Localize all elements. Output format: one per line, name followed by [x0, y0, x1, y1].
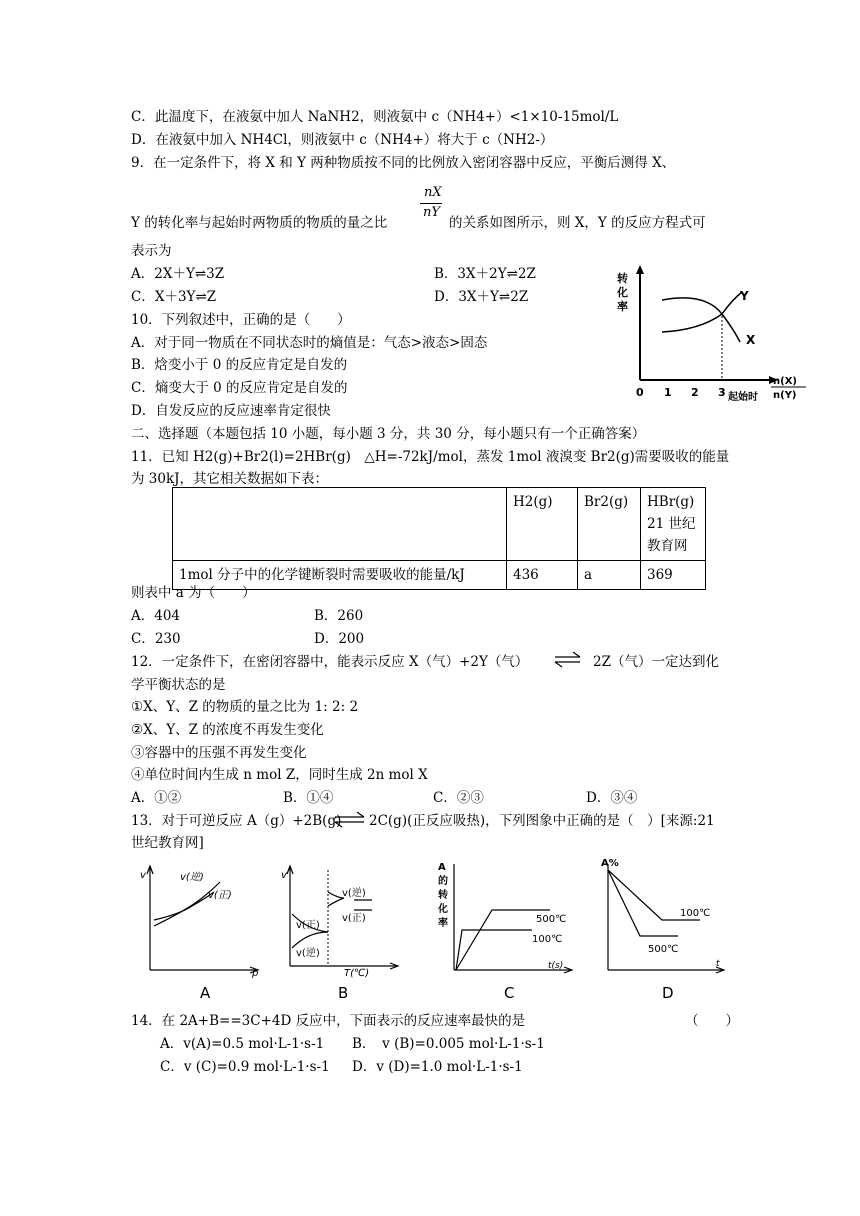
q9-tick-2: 2 [691, 386, 699, 399]
q13c-ylabel-3: 转 [438, 890, 448, 901]
q9-tick-1: 1 [664, 386, 672, 399]
q10-option-c: C．熵变大于 0 的反应肯定是自发的 [131, 380, 348, 396]
q12-statement-2: ②X、Y、Z 的浓度不再发生变化 [131, 722, 324, 738]
q13-graph-c [430, 858, 580, 978]
q12-stem-line1-a: 12．一定条件下，在密闭容器中，能表示反应 X（气）+2Y（气） [131, 654, 529, 670]
table-row [173, 488, 706, 561]
q13c-ylabel-4: 化 [438, 904, 448, 915]
q9-option-a: A．2X＋Y⇌3Z [131, 266, 225, 282]
q13b-forward-label-2: v(正) [296, 920, 320, 931]
q13c-label-100: 100℃ [532, 934, 563, 945]
q14-stem: 14．在 2A+B==3C+4D 反应中，下面表示的反应速率最快的是 [131, 1013, 526, 1029]
q14-option-a: A．v(A)=0.5 mol·L-1·s-1 [160, 1036, 325, 1052]
q11-option-c: C．230 [131, 631, 181, 647]
q13a-xlabel: p [252, 968, 259, 978]
q8-option-c: C．此温度下，在液氨中加人 NaNH2，则液氨中 c（NH4+）<1×10-15mol/L [131, 109, 619, 125]
q10-option-b: B．焓变小于 0 的反应肯定是自发的 [131, 357, 348, 373]
section-2-heading: 二、选择题（本题包括 10 小题，每小题 3 分，共 30 分，每小题只有一个正确答案） [131, 426, 646, 442]
q9-stem-line1: 9．在一定条件下，将 X 和 Y 两种物质按不同的比例放入密闭容器中反应，平衡后测得 X、 [131, 155, 676, 171]
q9-option-d: D．3X＋Y⇌2Z [434, 289, 529, 305]
q13-caption-b: B [338, 984, 349, 1002]
q9-option-c: C．X＋3Y⇌Z [131, 289, 217, 305]
table-header-br2: Br2(g) [578, 488, 641, 561]
q11-stem-line2: 为 30kJ，其它相关数据如下表： [131, 471, 329, 487]
q10-option-d: D．自发反应的反应速率肯定很快 [131, 403, 331, 419]
q13c-ylabel-2: 的 [438, 876, 448, 887]
q9-curve-x [662, 298, 740, 342]
q12-stem-line1-b: 2Z（气）一定达到化 [593, 654, 719, 670]
q13b-reverse-label-2: v(逆) [296, 948, 320, 959]
q13a-ylabel: v [140, 870, 146, 881]
table-header-hbr: HBr(g) 21 世纪 教育网 [641, 488, 706, 561]
q11-stem-line1: 11．已知 H2(g)+Br2(l)=2HBr(g) △H=-72kJ/mol，蒸发 1mol 液溴变 Br2(g)需要吸收的能量 [131, 449, 730, 465]
q9-conversion-graph [610, 262, 810, 404]
table-cell-br2: a [578, 561, 641, 590]
q13c-ylabel-1: A [438, 862, 446, 873]
q13-stem-line2: 世纪教育网] [131, 835, 204, 851]
q10-stem: 10．下列叙述中，正确的是（ ） [131, 312, 351, 328]
q9-ylabel-3: 率 [617, 300, 628, 313]
q10-option-a: A．对于同一物质在不同状态时的熵值是：气态>液态>固态 [131, 335, 488, 351]
q12-stem-line2: 学平衡状态的是 [131, 677, 226, 693]
q9-xlabel: 起始时 [728, 392, 758, 403]
q13-stem-line1-a: 13．对于可逆反应 A（g）+2B(g) [131, 813, 342, 829]
q13-graph-a [132, 858, 272, 978]
q11-option-d: D．200 [314, 631, 365, 647]
q9-fraction-numerator: nX [424, 185, 442, 200]
q13c-xlabel: t(s) [548, 961, 564, 971]
q14-answer-paren: （ ） [685, 1013, 739, 1029]
q13b-forward-label: v(正) [342, 913, 366, 924]
q12-option-c: C．②③ [433, 790, 484, 806]
q11-ask: 则表中 a 为（ ） [131, 585, 256, 601]
q13d-label-500: 500℃ [648, 944, 679, 955]
q8-option-d: D．在液氨中加入 NH4Cl，则液氨中 c（NH4+）将大于 c（NH2-） [131, 132, 554, 148]
q12-option-b: B．①④ [283, 790, 334, 806]
q13-graph-b [278, 858, 408, 978]
table-header-empty [173, 488, 507, 561]
q13d-ylabel: A% [601, 858, 619, 869]
q14-option-d: D．v (D)=1.0 mol·L-1·s-1 [352, 1059, 523, 1075]
q12-statement-1: ①X、Y、Z 的物质的量之比为 1: 2: 2 [131, 699, 359, 715]
q13b-xlabel: T(℃) [344, 968, 370, 978]
q9-tick-3: 3 [718, 386, 726, 399]
q12-option-a: A．①② [131, 790, 182, 806]
q13a-curve-reverse [154, 882, 220, 926]
q9-stem-line2-b: 的关系如图所示，则 X，Y 的反应方程式可 [449, 215, 706, 231]
q13-caption-a: A [200, 984, 211, 1002]
q13a-reverse-label: v(逆) [180, 872, 204, 883]
q9-xfrac-num: n(X) [773, 376, 797, 387]
q9-curve-x-label: X [746, 333, 756, 347]
q9-ylabel-2: 化 [617, 286, 628, 299]
q13c-ylabel-5: 率 [438, 918, 448, 929]
q11-option-b: B．260 [314, 608, 364, 624]
q12-option-d: D．③④ [586, 790, 638, 806]
q13b-ylabel: v [281, 870, 287, 881]
q11-option-a: A．404 [131, 608, 181, 624]
table-cell-description: 1mol 分子中的化学键断裂时需要吸收的能量/kJ [173, 561, 507, 590]
q13d-xlabel: t [716, 959, 720, 969]
q12-statement-4: ④单位时间内生成 n mol Z，同时生成 2n mol X [131, 767, 428, 783]
q13-graph-d [596, 856, 730, 978]
q14-option-b: B． v (B)=0.005 mol·L-1·s-1 [352, 1036, 545, 1052]
q9-option-b: B．3X＋2Y⇌2Z [434, 266, 536, 282]
q13a-forward-label: v(正) [208, 890, 232, 901]
q14-option-c: C．v (C)=0.9 mol·L-1·s-1 [160, 1059, 330, 1075]
q11-bond-energy-table [172, 487, 706, 590]
q9-fraction-denominator: nY [423, 205, 440, 220]
q9-stem-line3: 表示为 [131, 243, 172, 259]
q12-statement-3: ③容器中的压强不再发生变化 [131, 745, 307, 761]
table-cell-hbr: 369 [641, 561, 706, 590]
q13c-label-500: 500℃ [536, 914, 567, 925]
q13b-reverse-label: v(逆) [342, 888, 366, 899]
q13-caption-d: D [662, 984, 674, 1002]
q13-caption-c: C [504, 984, 515, 1002]
q13d-label-100: 100℃ [680, 908, 711, 919]
table-header-h2: H2(g) [507, 488, 578, 561]
q13-equilibrium-arrows [333, 810, 367, 830]
q9-tick-0: 0 [636, 386, 644, 399]
q9-fraction-bar [420, 203, 442, 204]
table-cell-h2: 436 [507, 561, 578, 590]
q13-stem-line1-b: 2C(g)(正反应吸热)，下列图象中正确的是（ ）[来源:21 [369, 813, 715, 829]
q9-xfrac-den: n(Y) [773, 390, 797, 401]
q9-y-arrow [636, 265, 644, 274]
q9-ylabel-1: 转 [617, 272, 628, 285]
q9-curve-y-label: Y [740, 289, 749, 303]
q9-stem-line2-a: Y 的转化率与起始时两物质的物质的量之比 [131, 215, 388, 231]
q12-equilibrium-arrows [553, 650, 583, 670]
